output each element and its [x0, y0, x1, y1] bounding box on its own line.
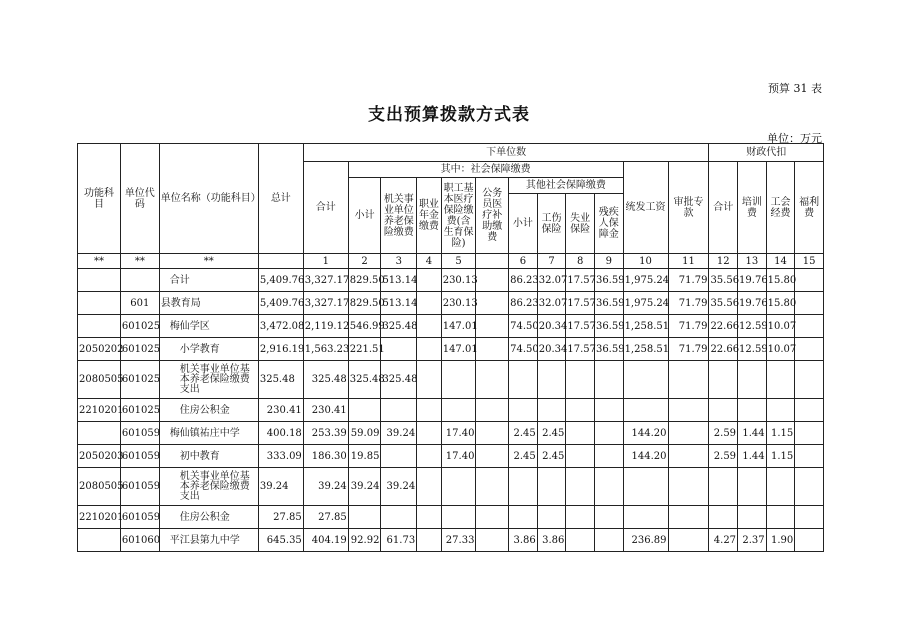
value-cell — [795, 292, 824, 315]
value-cell: 36.59 — [594, 338, 623, 361]
value-cell: 2.45 — [537, 445, 566, 468]
value-cell — [738, 361, 767, 399]
value-cell: 19.85 — [348, 445, 381, 468]
value-cell — [709, 399, 738, 422]
unit-code-cell: 601059 — [120, 468, 159, 506]
value-cell: 144.20 — [623, 422, 668, 445]
value-cell: 1.15 — [766, 445, 795, 468]
value-cell — [668, 361, 709, 399]
value-cell: 27.85 — [303, 506, 348, 529]
value-cell — [417, 529, 442, 552]
value-cell — [417, 338, 442, 361]
value-cell — [417, 506, 442, 529]
value-cell: 27.33 — [441, 529, 476, 552]
value-cell: 32.07 — [537, 269, 566, 292]
value-cell — [509, 361, 538, 399]
value-cell: 2.45 — [509, 422, 538, 445]
unit-code-cell: 601 — [120, 292, 159, 315]
value-cell — [509, 506, 538, 529]
budget-table — [77, 143, 824, 552]
value-cell: 39.24 — [303, 468, 348, 506]
value-cell — [594, 445, 623, 468]
value-cell — [795, 506, 824, 529]
value-cell: 221.51 — [348, 338, 381, 361]
value-cell: 17.57 — [566, 338, 595, 361]
value-cell — [417, 422, 442, 445]
table-row — [78, 529, 824, 552]
value-cell: 645.35 — [258, 529, 303, 552]
unit-name-cell: 梅仙学区 — [159, 315, 258, 338]
unit-code-cell: 601025 — [120, 361, 159, 399]
value-cell: 39.24 — [381, 422, 417, 445]
value-cell — [566, 422, 595, 445]
value-cell: 2.37 — [738, 529, 767, 552]
header-total: 总计 — [258, 144, 303, 254]
header-other-subtotal: 小计 — [509, 194, 538, 254]
value-cell — [476, 529, 509, 552]
value-cell — [709, 506, 738, 529]
unit-name-cell: 初中教育 — [159, 445, 258, 468]
value-cell: 325.48 — [381, 361, 417, 399]
header-lower-units: 下单位数 — [303, 144, 709, 162]
unit-code-cell — [120, 269, 159, 292]
value-cell: 22.66 — [709, 338, 738, 361]
value-cell: 12.59 — [738, 338, 767, 361]
index-cell: 12 — [709, 254, 738, 269]
value-cell — [476, 269, 509, 292]
value-cell: 15.80 — [766, 269, 795, 292]
unit-name-cell: 住房公积金 — [159, 506, 258, 529]
value-cell: 74.50 — [509, 338, 538, 361]
func-subject-cell: 2050203 — [78, 445, 121, 468]
unit-label: 单位：万元 — [767, 132, 822, 145]
value-cell — [441, 361, 476, 399]
index-cell: ** — [120, 254, 159, 269]
value-cell — [476, 399, 509, 422]
value-cell: 86.23 — [509, 269, 538, 292]
value-cell — [766, 468, 795, 506]
value-cell: 35.56 — [709, 292, 738, 315]
value-cell — [668, 422, 709, 445]
value-cell — [417, 292, 442, 315]
value-cell: 230.13 — [441, 292, 476, 315]
value-cell: 61.73 — [381, 529, 417, 552]
value-cell — [476, 506, 509, 529]
value-cell — [795, 445, 824, 468]
value-cell: 333.09 — [258, 445, 303, 468]
value-cell: 1,975.24 — [623, 269, 668, 292]
value-cell: 39.24 — [381, 468, 417, 506]
value-cell — [738, 399, 767, 422]
value-cell — [441, 506, 476, 529]
page-title: 支出预算拨款方式表 — [368, 105, 530, 125]
value-cell — [476, 468, 509, 506]
value-cell: 546.99 — [348, 315, 381, 338]
header-training: 培训费 — [738, 162, 767, 254]
value-cell — [623, 506, 668, 529]
unit-name-cell: 小学教育 — [159, 338, 258, 361]
unit-name-cell: 梅仙镇祐庄中学 — [159, 422, 258, 445]
value-cell — [623, 468, 668, 506]
value-cell: 1,563.23 — [303, 338, 348, 361]
value-cell: 325.48 — [303, 361, 348, 399]
value-cell — [594, 468, 623, 506]
unit-name-cell: 合计 — [159, 269, 258, 292]
func-subject-cell — [78, 315, 121, 338]
value-cell: 17.57 — [566, 269, 595, 292]
value-cell: 1,975.24 — [623, 292, 668, 315]
table-row — [78, 445, 824, 468]
table-row — [78, 506, 824, 529]
unit-name-cell: 平江县第九中学 — [159, 529, 258, 552]
header-other-social: 其他社会保障缴费 — [509, 178, 623, 194]
index-cell — [476, 254, 509, 269]
value-cell — [795, 338, 824, 361]
header-occupational-annuity: 职业年金缴费 — [417, 178, 442, 254]
value-cell — [668, 445, 709, 468]
value-cell: 10.07 — [766, 338, 795, 361]
value-cell — [738, 506, 767, 529]
value-cell: 513.14 — [381, 292, 417, 315]
table-row — [78, 338, 824, 361]
value-cell — [795, 422, 824, 445]
table-row — [78, 361, 824, 399]
value-cell: 27.85 — [258, 506, 303, 529]
index-cell: 13 — [738, 254, 767, 269]
unit-code-cell: 601060 — [120, 529, 159, 552]
value-cell — [795, 269, 824, 292]
unit-name-cell: 县教育局 — [159, 292, 258, 315]
value-cell: 2.45 — [509, 445, 538, 468]
value-cell: 2,916.19 — [258, 338, 303, 361]
value-cell — [766, 506, 795, 529]
value-cell — [476, 361, 509, 399]
value-cell: 253.39 — [303, 422, 348, 445]
value-cell: 10.07 — [766, 315, 795, 338]
func-subject-cell: 2210201 — [78, 506, 121, 529]
value-cell — [623, 399, 668, 422]
value-cell — [537, 361, 566, 399]
value-cell: 36.59 — [594, 315, 623, 338]
value-cell — [709, 361, 738, 399]
value-cell — [348, 506, 381, 529]
table-row — [78, 399, 824, 422]
value-cell: 5,409.76 — [258, 269, 303, 292]
value-cell: 325.48 — [381, 315, 417, 338]
value-cell: 32.07 — [537, 292, 566, 315]
value-cell: 829.50 — [348, 292, 381, 315]
value-cell — [566, 529, 595, 552]
index-cell: 15 — [795, 254, 824, 269]
header-civil-medical: 公务员医疗补助缴费 — [476, 178, 509, 254]
index-cell: ** — [78, 254, 121, 269]
value-cell: 513.14 — [381, 269, 417, 292]
value-cell: 19.76 — [738, 292, 767, 315]
value-cell — [594, 361, 623, 399]
document-tag: 预算 31 表 — [768, 82, 822, 95]
value-cell — [381, 399, 417, 422]
value-cell — [795, 361, 824, 399]
value-cell — [381, 506, 417, 529]
value-cell — [668, 399, 709, 422]
value-cell — [348, 399, 381, 422]
index-cell: 6 — [509, 254, 538, 269]
value-cell: 71.79 — [668, 338, 709, 361]
unit-code-cell: 601059 — [120, 445, 159, 468]
index-cell: 14 — [766, 254, 795, 269]
value-cell: 2.59 — [709, 445, 738, 468]
value-cell: 20.34 — [537, 338, 566, 361]
index-cell: 4 — [417, 254, 442, 269]
header-finance-deduct: 财政代扣 — [709, 144, 824, 162]
value-cell — [417, 399, 442, 422]
value-cell: 1.15 — [766, 422, 795, 445]
value-cell: 71.79 — [668, 292, 709, 315]
header-union-fee: 工会经费 — [766, 162, 795, 254]
value-cell: 3,327.17 — [303, 269, 348, 292]
value-cell — [766, 361, 795, 399]
value-cell: 1,258.51 — [623, 315, 668, 338]
header-unit-name: 单位名称（功能科目） — [159, 144, 258, 254]
value-cell: 3,472.08 — [258, 315, 303, 338]
index-cell — [258, 254, 303, 269]
header-welfare: 福利费 — [795, 162, 824, 254]
unit-name-cell: 机关事业单位基本养老保险缴费支出 — [159, 361, 258, 399]
index-cell: 10 — [623, 254, 668, 269]
unit-code-cell: 601025 — [120, 399, 159, 422]
value-cell — [594, 422, 623, 445]
value-cell — [476, 422, 509, 445]
value-cell — [668, 506, 709, 529]
unit-code-cell: 601059 — [120, 422, 159, 445]
value-cell: 35.56 — [709, 269, 738, 292]
table-row — [78, 315, 824, 338]
value-cell: 147.01 — [441, 315, 476, 338]
unit-name-cell: 住房公积金 — [159, 399, 258, 422]
func-subject-cell — [78, 269, 121, 292]
header-basic-medical: 职工基本医疗保险缴费(含生育保险) — [441, 178, 476, 254]
value-cell: 59.09 — [348, 422, 381, 445]
value-cell: 4.27 — [709, 529, 738, 552]
value-cell: 36.59 — [594, 269, 623, 292]
func-subject-cell — [78, 529, 121, 552]
value-cell: 17.57 — [566, 292, 595, 315]
value-cell — [795, 468, 824, 506]
value-cell — [417, 445, 442, 468]
func-subject-cell: 2210201 — [78, 399, 121, 422]
value-cell: 400.18 — [258, 422, 303, 445]
value-cell — [795, 529, 824, 552]
value-cell: 92.92 — [348, 529, 381, 552]
value-cell: 19.76 — [738, 269, 767, 292]
value-cell: 1.44 — [738, 422, 767, 445]
value-cell: 5,409.76 — [258, 292, 303, 315]
value-cell: 1.44 — [738, 445, 767, 468]
func-subject-cell — [78, 422, 121, 445]
value-cell — [417, 361, 442, 399]
value-cell: 39.24 — [348, 468, 381, 506]
value-cell — [623, 361, 668, 399]
value-cell: 236.89 — [623, 529, 668, 552]
value-cell — [417, 468, 442, 506]
value-cell — [566, 361, 595, 399]
index-cell: 9 — [594, 254, 623, 269]
value-cell: 17.40 — [441, 445, 476, 468]
header-org-pension: 机关事业单位养老保险缴费 — [381, 178, 417, 254]
header-injury: 工伤保险 — [537, 194, 566, 254]
value-cell: 2.59 — [709, 422, 738, 445]
value-cell — [668, 529, 709, 552]
value-cell — [537, 468, 566, 506]
value-cell — [476, 315, 509, 338]
index-cell: 3 — [381, 254, 417, 269]
value-cell: 71.79 — [668, 315, 709, 338]
func-subject-cell: 2080505 — [78, 361, 121, 399]
index-cell: 1 — [303, 254, 348, 269]
value-cell: 325.48 — [348, 361, 381, 399]
value-cell: 36.59 — [594, 292, 623, 315]
value-cell — [766, 399, 795, 422]
value-cell: 230.41 — [258, 399, 303, 422]
index-cell: 2 — [348, 254, 381, 269]
value-cell — [537, 506, 566, 529]
index-cell: ** — [159, 254, 258, 269]
value-cell — [566, 468, 595, 506]
value-cell: 39.24 — [258, 468, 303, 506]
value-cell — [566, 399, 595, 422]
value-cell — [476, 338, 509, 361]
value-cell: 12.59 — [738, 315, 767, 338]
value-cell: 1,258.51 — [623, 338, 668, 361]
value-cell — [594, 399, 623, 422]
header-social-subtotal: 小计 — [348, 178, 381, 254]
index-cell: 11 — [668, 254, 709, 269]
value-cell: 17.57 — [566, 315, 595, 338]
value-cell: 22.66 — [709, 315, 738, 338]
value-cell — [594, 506, 623, 529]
value-cell — [417, 269, 442, 292]
value-cell: 3,327.17 — [303, 292, 348, 315]
value-cell: 74.50 — [509, 315, 538, 338]
header-unified-salary: 统发工资 — [623, 162, 668, 254]
unit-code-cell: 601025 — [120, 338, 159, 361]
unit-code-cell: 601059 — [120, 506, 159, 529]
header-among-social: 其中：社会保障缴费 — [348, 162, 623, 178]
value-cell — [441, 399, 476, 422]
value-cell: 2,119.12 — [303, 315, 348, 338]
header-unit-code: 单位代码 — [120, 144, 159, 254]
value-cell — [476, 292, 509, 315]
value-cell: 147.01 — [441, 338, 476, 361]
value-cell — [509, 399, 538, 422]
value-cell: 186.30 — [303, 445, 348, 468]
table-row — [78, 269, 824, 292]
header-disabled: 残疾人保障金 — [594, 194, 623, 254]
table-row — [78, 468, 824, 506]
value-cell: 1.90 — [766, 529, 795, 552]
value-cell: 230.41 — [303, 399, 348, 422]
value-cell — [566, 445, 595, 468]
value-cell: 144.20 — [623, 445, 668, 468]
value-cell — [795, 399, 824, 422]
value-cell — [795, 315, 824, 338]
value-cell — [381, 338, 417, 361]
value-cell — [509, 468, 538, 506]
value-cell: 20.34 — [537, 315, 566, 338]
value-cell: 86.23 — [509, 292, 538, 315]
index-cell: 5 — [441, 254, 476, 269]
header-fin-subtotal: 合计 — [709, 162, 738, 254]
table-row — [78, 422, 824, 445]
value-cell — [738, 468, 767, 506]
value-cell: 325.48 — [258, 361, 303, 399]
header-lower-subtotal: 合计 — [303, 162, 348, 254]
value-cell — [594, 529, 623, 552]
value-cell: 15.80 — [766, 292, 795, 315]
index-cell: 8 — [566, 254, 595, 269]
value-cell — [709, 468, 738, 506]
value-cell: 404.19 — [303, 529, 348, 552]
value-cell — [476, 445, 509, 468]
value-cell: 3.86 — [537, 529, 566, 552]
value-cell — [417, 315, 442, 338]
header-approved-fund: 审批专款 — [668, 162, 709, 254]
index-row — [78, 254, 824, 269]
value-cell: 71.79 — [668, 269, 709, 292]
header-func-subject: 功能科目 — [78, 144, 121, 254]
func-subject-cell: 2080505 — [78, 468, 121, 506]
unit-code-cell: 601025 — [120, 315, 159, 338]
unit-name-cell: 机关事业单位基本养老保险缴费支出 — [159, 468, 258, 506]
value-cell — [441, 468, 476, 506]
value-cell: 17.40 — [441, 422, 476, 445]
value-cell: 829.50 — [348, 269, 381, 292]
index-cell: 7 — [537, 254, 566, 269]
header-unemployment: 失业保险 — [566, 194, 595, 254]
value-cell — [381, 445, 417, 468]
value-cell: 230.13 — [441, 269, 476, 292]
func-subject-cell: 2050202 — [78, 338, 121, 361]
value-cell: 2.45 — [537, 422, 566, 445]
value-cell — [668, 468, 709, 506]
value-cell — [566, 506, 595, 529]
value-cell: 3.86 — [509, 529, 538, 552]
func-subject-cell — [78, 292, 121, 315]
table-row — [78, 292, 824, 315]
value-cell — [537, 399, 566, 422]
